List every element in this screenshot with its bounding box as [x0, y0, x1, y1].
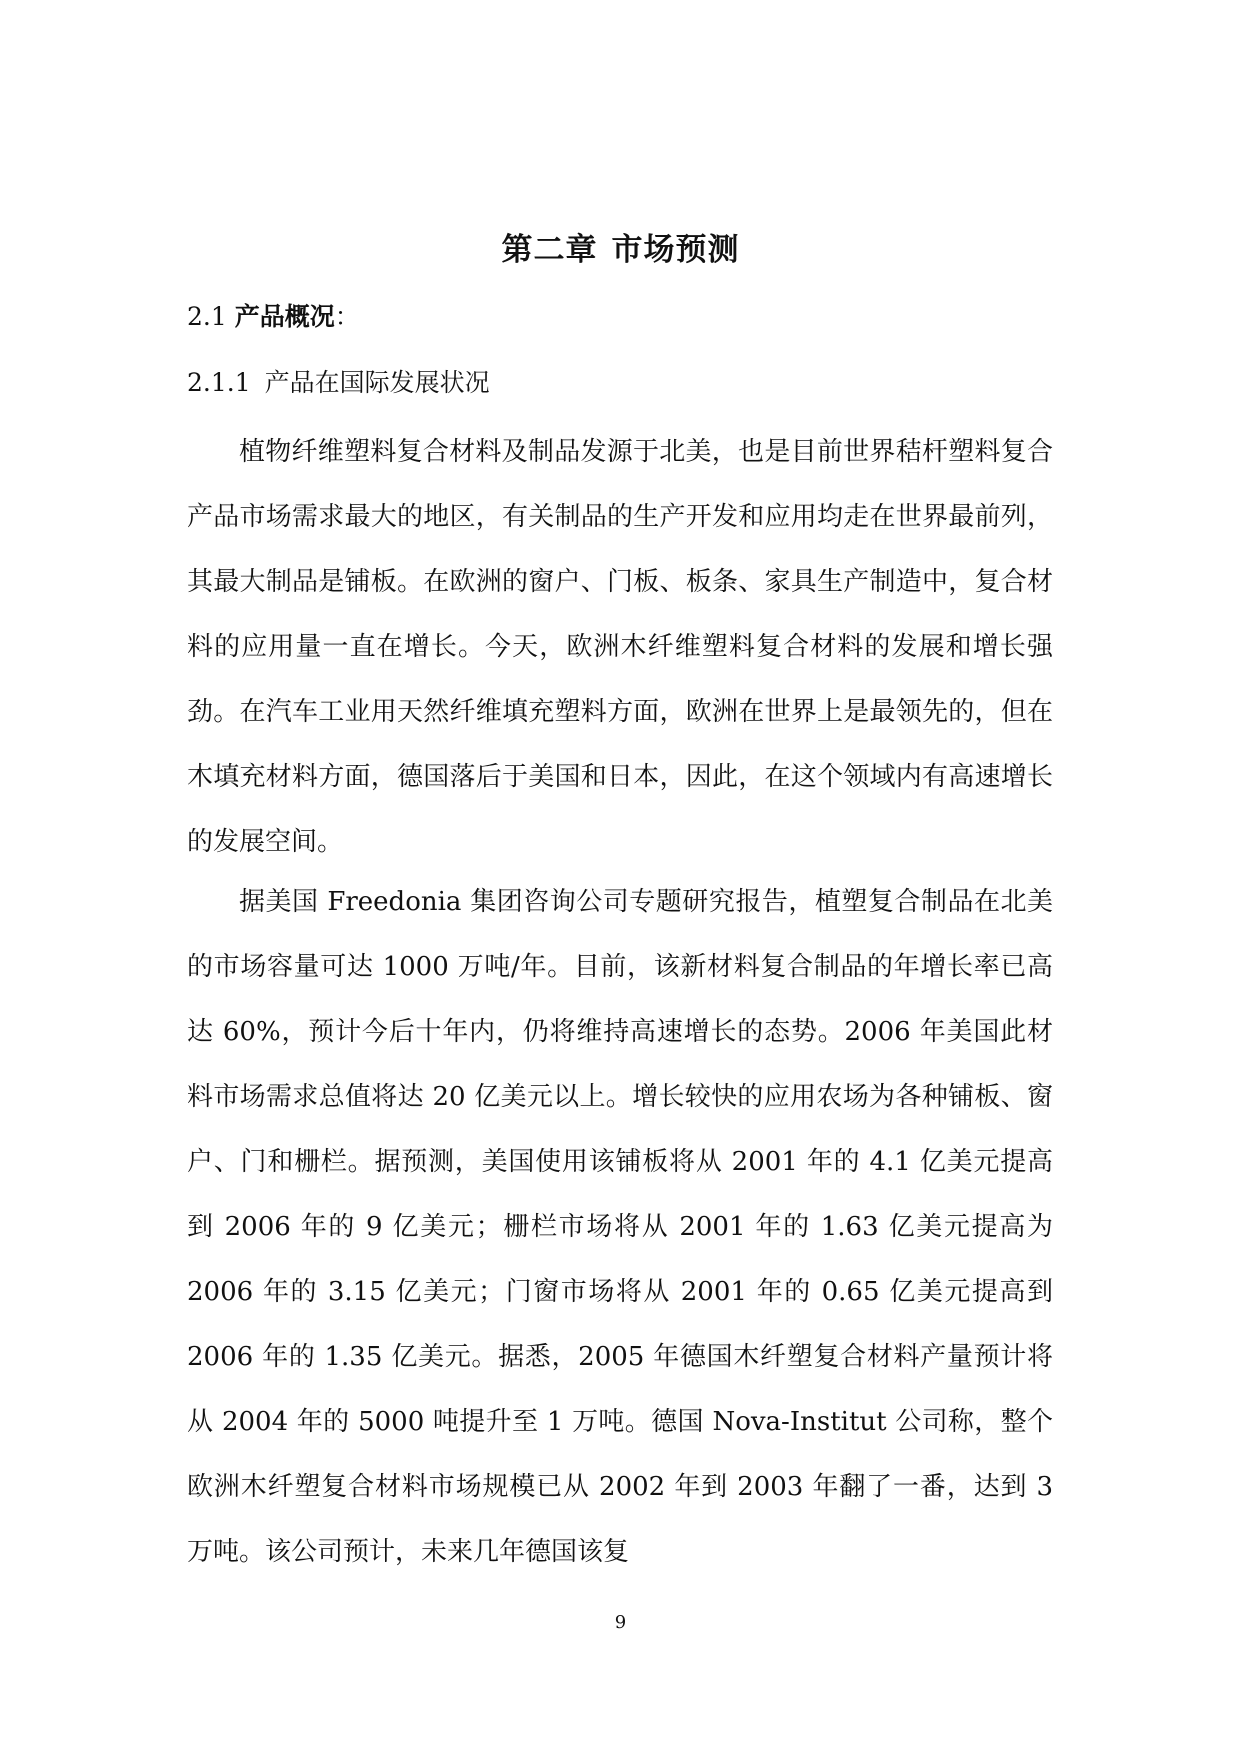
chapter-title: [0, 224, 1241, 269]
chapter-name: 市场预测: [611, 232, 740, 268]
subsection-title: 产品在国际发展状况: [264, 368, 490, 397]
section-colon: ：: [334, 302, 360, 331]
body-paragraph-1: 植物纤维塑料复合材料及制品发源于北美，也是目前世界秸杆塑料复合产品市场需求最大的地区，有关制品的生产开发和应用均走在世界最前列，其最大制品是铺板。在欧洲的窗户、门板、板条、家具生产制造中，复合材料的应用量一直在增长。今天，欧洲木纤维塑料复合材料的发展和增长强劲。在汽车工业用天然纤维填充塑料方面，欧洲在世界上是最领先的，但在木填充材料方面，德国落后于美国和日本，因此，在这个领域内有高速增长的发展空间。: [187, 437, 1053, 857]
section-title: 产品概况: [234, 302, 335, 331]
subsection-heading: [187, 363, 490, 399]
subsection-number: 2.1.1: [187, 368, 251, 397]
body-paragraph-2: 据美国 Freedonia 集团咨询公司专题研究报告，植塑复合制品在北美的市场容量可达 1000 万吨/年。目前，该新材料复合制品的年增长率已高达 60%，预计今后十年内，仍将维持高速增长的态势。2006 年美国此材料市场需求总值将达 20 亿美元以上。增长较快的应用农场为各种铺板、窗户、门和栅栏。据预测，美国使用该铺板将从 2001 年的 4.1 亿美元提高到 2006 年的 9 亿美元；栅栏市场将从 2001 年的 1.63 亿美元提高为 2006 年的 3.15 亿美元；门窗市场将从 2001 年的 0.65 亿美元提高到 2006 年的 1.35 亿美元。据悉，2005 年德国木纤塑复合材料产量预计将从 2004 年的 5000 吨提升至 1 万吨。德国 Nova-Institut 公司称，整个欧洲木纤塑复合材料市场规模已从 2002 年到 2003 年翻了一番，达到 3 万吨。该公司预计，未来几年德国该复: [187, 887, 1053, 1567]
chapter-number: 第二章: [501, 232, 598, 268]
page-number: 9: [614, 1612, 627, 1633]
section-number: 2.1: [187, 302, 227, 331]
section-heading: [187, 297, 360, 333]
